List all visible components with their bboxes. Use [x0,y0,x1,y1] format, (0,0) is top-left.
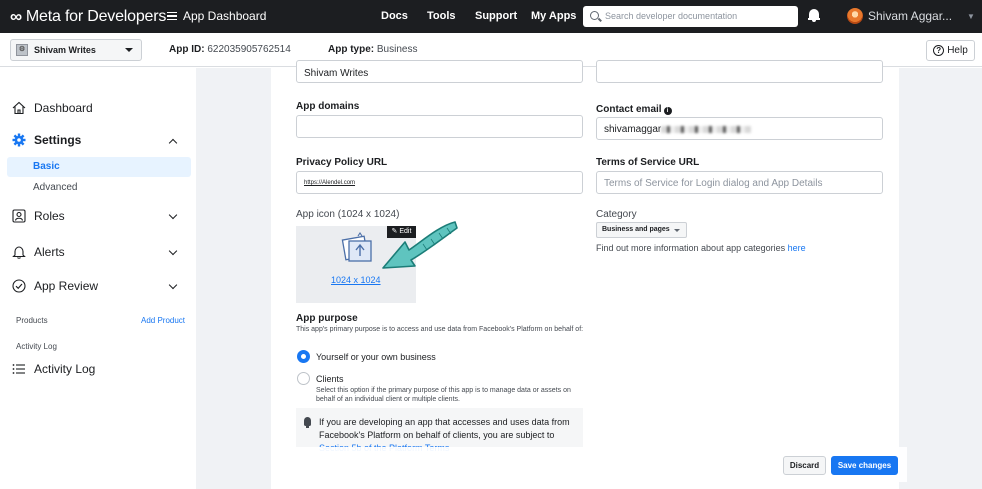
add-product-link[interactable]: Add Product [141,316,186,325]
app-icon-label: App icon (1024 x 1024) [296,209,400,220]
app-domains-input[interactable] [296,115,583,138]
activity-log-heading: Activity Log [16,342,57,351]
app-purpose-label: App purpose [296,313,358,324]
search-input[interactable] [583,6,798,27]
meta-infinity-icon: ∞ [10,7,22,26]
list-icon [12,362,26,376]
gear-icon [12,133,26,147]
alert-bell-icon [12,245,26,259]
sidebar-item-roles[interactable]: Roles [12,209,65,223]
user-menu[interactable] [847,8,975,24]
hamburger-icon [167,10,177,23]
app-dashboard-menu[interactable] [167,9,266,23]
option-clients-description: Select this option if the primary purpose of this app is to manage data or assets on behalf of an individual client or multiple clients. [316,387,571,403]
notifications-bell-icon[interactable] [808,9,820,22]
sidebar [0,68,196,489]
home-icon [12,101,26,115]
chevron-up-icon[interactable] [169,139,177,147]
help-button[interactable]: ? Help [926,40,975,61]
brand-name: Meta for Developers [25,8,167,25]
save-changes-button[interactable]: Save changes [831,456,898,475]
contact-email-value: shivamaggar [604,124,662,135]
sidebar-item-settings[interactable]: Settings [12,133,81,147]
redacted-email-blur [661,126,751,133]
category-select[interactable]: Business and pages [596,222,687,238]
app-thumbnail-icon: ⚙ [16,44,28,56]
app-id: App ID: 622035905762514 [169,44,291,55]
app-name: Shivam Writes [34,45,96,55]
sidebar-item-dashboard[interactable]: Dashboard [12,101,93,115]
terms-of-service-input[interactable]: Terms of Service for Login dialog and App Details [596,171,883,194]
edit-icon-button[interactable]: ✎ Edit [387,226,416,238]
app-type-value: Business [376,44,418,55]
nav-support[interactable]: Support [475,10,518,22]
image-upload-icon [338,232,378,266]
option-clients-label: Clients [316,374,344,384]
nav-docs[interactable]: Docs [381,10,408,22]
chevron-down-icon[interactable] [169,247,177,255]
top-navigation-bar [0,0,982,33]
namespace-input[interactable] [596,60,883,83]
search-placeholder: Search developer documentation [605,11,738,21]
notice-text: If you are developing an app that accesses and uses data from Facebook's Platform on behalf of clients, you are subject to [319,416,579,455]
help-icon: ? [933,45,944,56]
category-info-link[interactable]: here [787,243,806,253]
privacy-policy-input[interactable]: https://Alendel.com [296,171,583,194]
chevron-down-icon: ▼ [967,11,975,21]
contact-email-input[interactable] [596,117,883,140]
app-domains-label: App domains [296,101,360,112]
search-icon [590,11,599,20]
user-name: Shivam Aggar... [868,9,953,23]
check-circle-icon [12,279,26,293]
category-label: Category [596,209,637,220]
annotation-arrow-icon [379,220,461,276]
radio-yourself[interactable] [297,350,310,363]
contact-email-label: Contact email i [596,104,672,115]
terms-of-service-label: Terms of Service URL [596,157,700,168]
meta-logo[interactable] [10,7,166,27]
discard-button[interactable]: Discard [783,456,826,475]
avatar [847,8,863,24]
roles-icon [12,209,26,223]
nav-my-apps[interactable]: My Apps [531,10,577,22]
sidebar-item-alerts[interactable]: Alerts [12,245,65,259]
option-yourself-label: Yourself or your own business [316,352,436,362]
dropdown-caret-icon [674,229,680,232]
chevron-down-icon[interactable] [169,281,177,289]
chevron-down-icon[interactable] [169,211,177,219]
app-type: App type: Business [328,44,418,55]
app-selector[interactable] [10,39,142,61]
category-info: Find out more information about app categories here [596,243,806,253]
dropdown-caret-icon [125,48,133,52]
radio-clients[interactable] [297,372,310,385]
privacy-policy-label: Privacy Policy URL [296,157,388,168]
app-dashboard-label: App Dashboard [183,9,267,23]
sidebar-item-app-review[interactable]: App Review [12,279,98,293]
sidebar-item-advanced[interactable]: Advanced [33,182,78,193]
sidebar-item-basic[interactable]: Basic [7,157,191,177]
sidebar-item-activity-log[interactable]: Activity Log [12,362,95,376]
nav-tools[interactable]: Tools [427,10,456,22]
icon-size-link[interactable]: 1024 x 1024 [331,275,381,285]
pencil-icon: ✎ [391,228,398,235]
info-icon: i [664,107,672,115]
products-heading: Products [16,316,48,325]
lightbulb-icon [304,417,311,426]
display-name-input[interactable]: Shivam Writes [296,60,583,83]
app-id-value: 622035905762514 [207,44,291,55]
app-purpose-description: This app's primary purpose is to access and use data from Facebook's Platform on behalf of: [296,326,584,333]
